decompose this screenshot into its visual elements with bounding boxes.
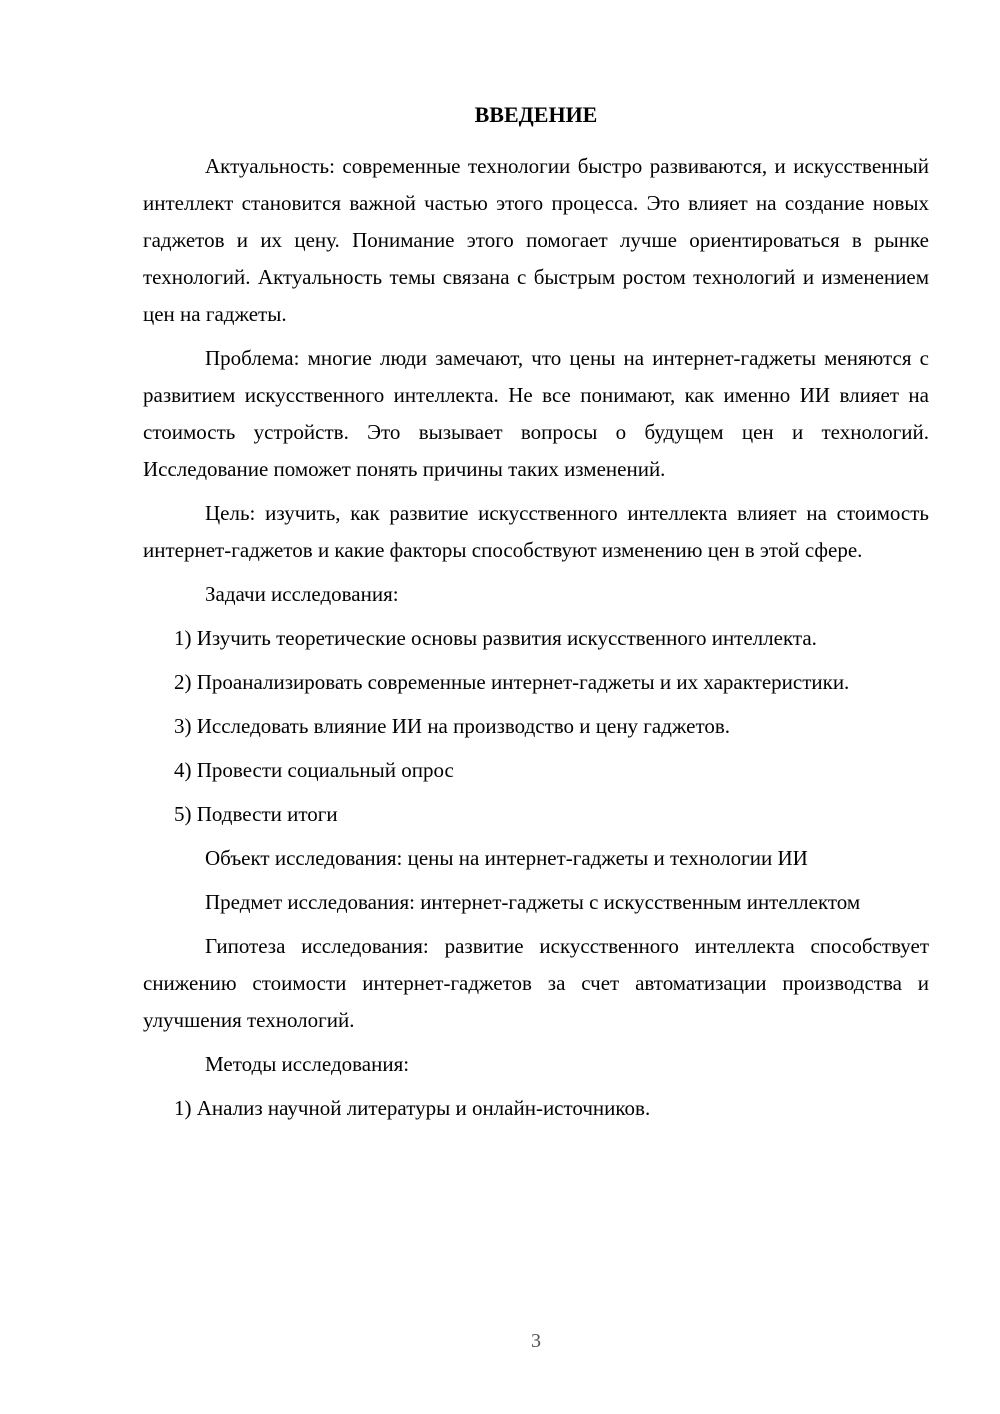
paragraph-problem: Проблема: многие люди замечают, что цены на интернет-гаджеты меняются с развитием искусственного интеллекта. Не все понимают, как именно ИИ влияет на стоимость устройств. Это вызывает вопросы о будущем цен и технологий. Исследование поможет понять причины таких изменений. [143,346,929,481]
task-item-2: 2) Проанализировать современные интернет-гаджеты и их характеристики. [174,670,850,694]
page-number: 3 [531,1330,541,1352]
paragraph-object: Объект исследования: цены на интернет-гаджеты и технологии ИИ [205,846,808,870]
paragraph-methods-heading: Методы исследования: [205,1052,410,1076]
task-item-4: 4) Провести социальный опрос [174,758,454,782]
paragraph-hypothesis: Гипотеза исследования: развитие искусственного интеллекта способствует снижению стоимости интернет-гаджетов за счет автоматизации производства и улучшения технологий. [143,934,929,1032]
task-item-1: 1) Изучить теоретические основы развития искусственного интеллекта. [174,626,817,650]
task-item-5: 5) Подвести итоги [174,802,338,826]
paragraph-tasks-heading: Задачи исследования: [205,582,399,606]
paragraph-goal: Цель: изучить, как развитие искусственного интеллекта влияет на стоимость интернет-гаджетов и какие факторы способствуют изменению цен в этой сфере. [143,501,929,562]
page-content [143,96,929,1134]
section-title: ВВЕДЕНИЕ [474,102,598,127]
task-item-3: 3) Исследовать влияние ИИ на производство и цену гаджетов. [174,714,731,738]
method-item-1: 1) Анализ научной литературы и онлайн-источников. [174,1096,651,1120]
paragraph-relevance: Актуальность: современные технологии быстро развиваются, и искусственный интеллект становится важной частью этого процесса. Это влияет на создание новых гаджетов и их цену. Понимание этого помогает лучше ориентироваться в рынке технологий. Актуальность темы связана с быстрым ростом технологий и изменением цен на гаджеты. [143,154,929,326]
paragraph-subject: Предмет исследования: интернет-гаджеты с искусственным интеллектом [205,890,861,914]
